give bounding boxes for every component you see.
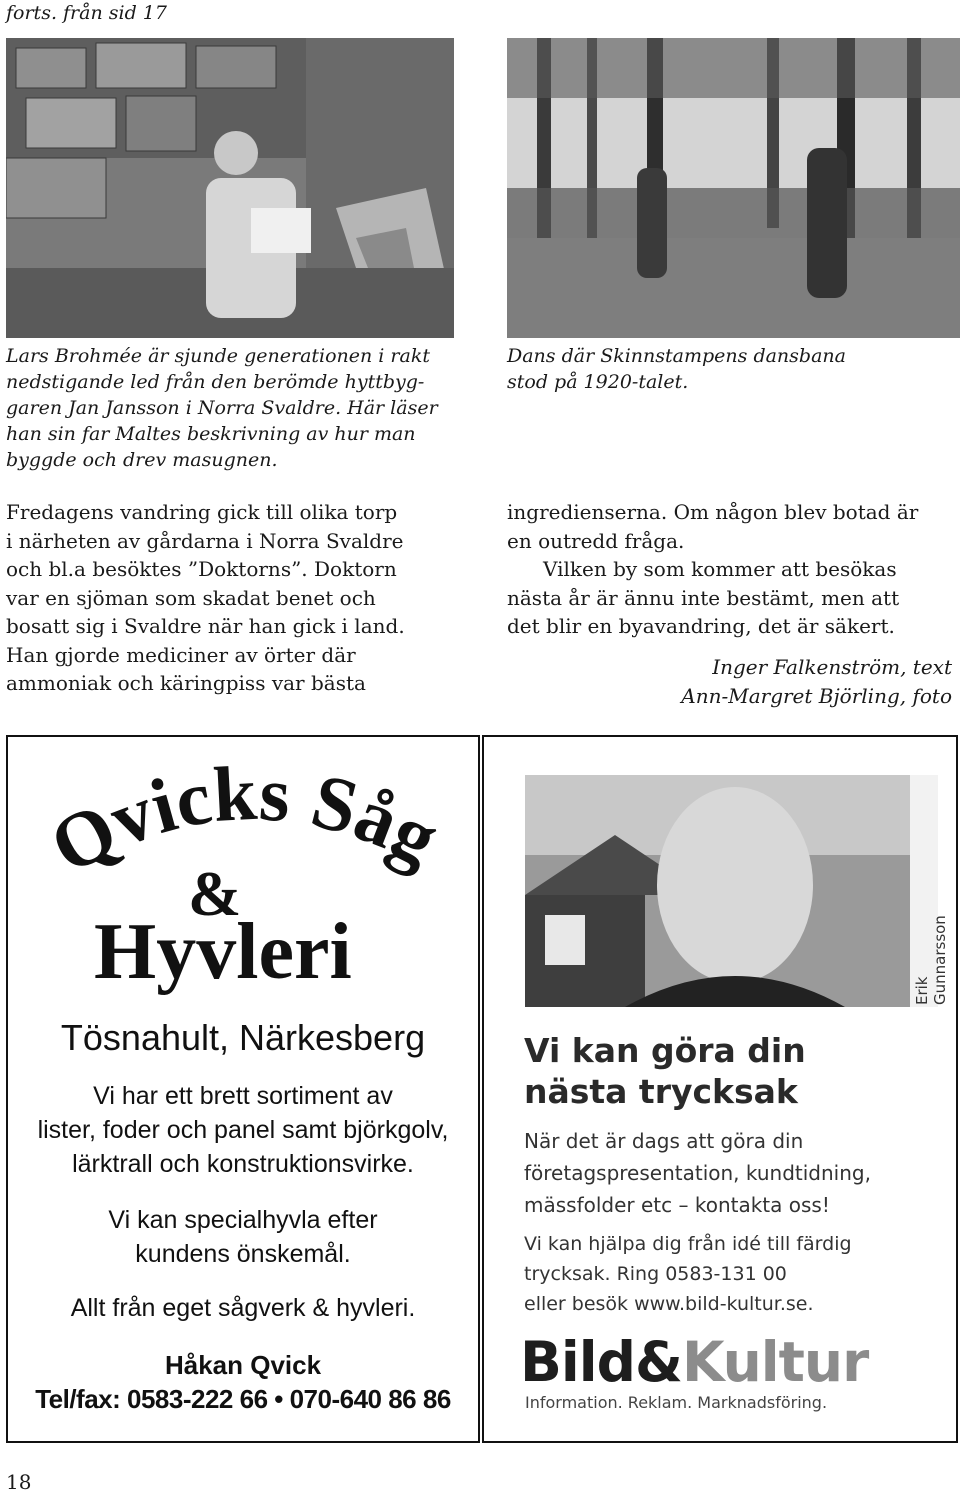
page-number: 18 [6, 1470, 32, 1494]
photo-caption-dance: Dans där Skinnstampens dansbana stod på 1920-talet. [507, 345, 846, 393]
bild-kultur-logo [520, 1330, 868, 1394]
logo-part-bild: Bild& [520, 1330, 682, 1394]
logo-part-kultur: Kultur [681, 1330, 869, 1394]
ad-intro-text: När det är dags att göra din företagspresentation, kundtidning, mässfolder etc – kontakta oss! [524, 1129, 871, 1217]
ad-location: Tösnahult, Närkesberg [60, 1017, 426, 1058]
svg-text:Qvicks Såg: Qvicks Såg [36, 748, 453, 891]
ad-headline: Vi kan göra din nästa trycksak [524, 1031, 806, 1111]
continued-from-note: forts. från sid 17 [6, 2, 167, 24]
photo-credit-vertical: Erik Gunnarsson [913, 915, 949, 1005]
article-column-right: ingredienserna. Om någon blev botad är en outredd fråga. Vilken by som kommer att besökas nästa år är ännu inte bestämt, men att det blir en byavandring, det är säkert. [507, 500, 919, 638]
photographer-credit: Ann-Margret Björling, foto [681, 684, 952, 708]
ad-contact-phone: Tel/fax: 0583-222 66 • 070-640 86 86 [35, 1384, 451, 1414]
ad-qvicks-sag [6, 735, 480, 1443]
author-credit: Inger Falkenström, text [712, 655, 952, 679]
ad-contact-text: Vi kan hjälpa dig från idé till färdig trycksak. Ring 0583-131 00 eller besök www.bild-kultur.se. [524, 1233, 852, 1315]
logo-tagline: Information. Reklam. Marknadsföring. [525, 1393, 828, 1412]
photo-speaker-at-furnace [6, 38, 454, 338]
ad-ampersand: & [188, 858, 242, 929]
photo-dance-in-forest [507, 38, 960, 338]
photo-caption-speaker: Lars Brohmée är sjunde generationen i rakt nedstigande led från den berömde hyttbyg- garen Jan Jansson i Norra Svaldre. Här läser han sin far Maltes beskrivning av hur man byggde och drev masugnen. [6, 345, 438, 471]
portrait-photo [525, 775, 949, 1007]
ad-special-text: Vi kan specialhyvla efter kundens önskemål. [108, 1206, 378, 1268]
ad-assortment-text: Vi har ett brett sortiment av lister, foder och panel samt björkgolv, lärktrall och konstruktionsvirke. [37, 1082, 449, 1178]
ad-contact-name: Håkan Qvick [164, 1350, 322, 1380]
ad-sawmill-text: Allt från eget sågverk & hyvleri. [70, 1294, 416, 1322]
ad-title-hyvleri: Hyvleri [94, 908, 352, 996]
article-column-left: Fredagens vandring gick till olika torp i närheten av gårdarna i Norra Svaldre och bl.a besöktes ”Doktorns”. Doktorn var en sjöman som skadat benet och bosatt sig i Svaldre när han gick i land. Han gjorde mediciner av örter där ammoniak och käringpiss var bästa [6, 500, 405, 695]
